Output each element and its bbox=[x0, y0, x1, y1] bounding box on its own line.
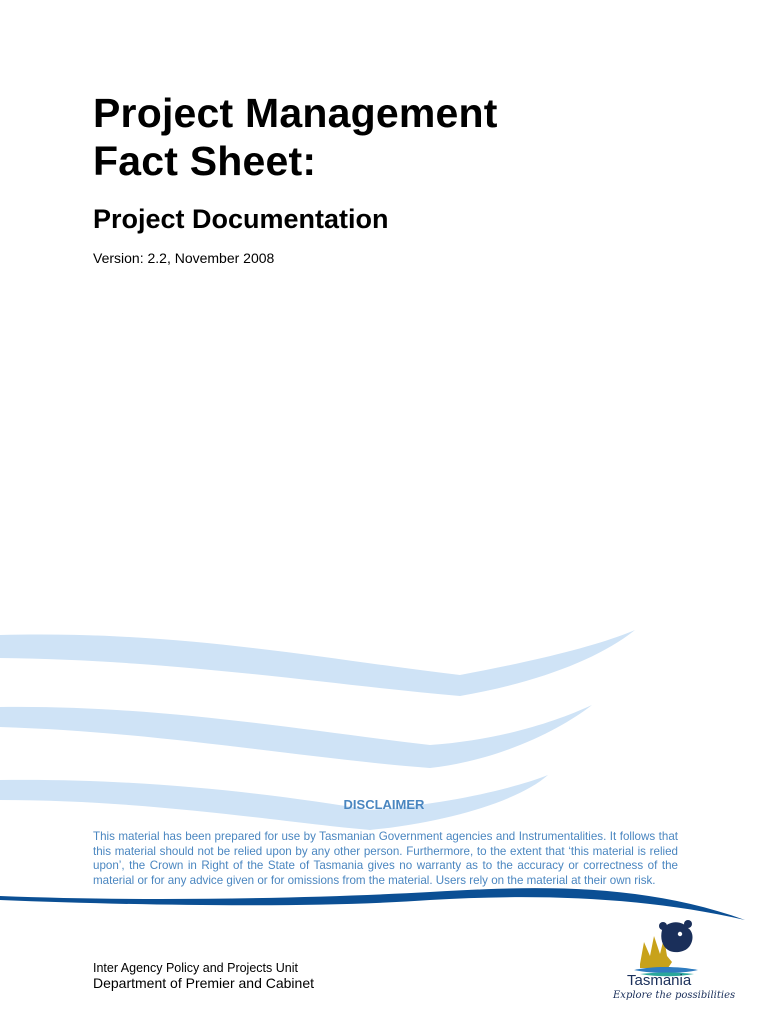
logo-devil-ear-right bbox=[684, 920, 692, 928]
logo-name: Tasmania bbox=[627, 972, 692, 989]
footer-unit: Inter Agency Policy and Projects Unit bbox=[93, 961, 298, 975]
logo-devil-eye bbox=[678, 932, 682, 936]
logo-devil-ear-left bbox=[659, 922, 667, 930]
disclaimer-body: This material has been prepared for use by Tasmanian Government agencies and Instrumentalities. It follows that this material should not be relied upon by any other person. Furthermore, to the extent that ‘this material is relied upon’, the Crown in Right of the State of Tasmania gives no warranty as to the accuracy or correctness of the material or for any advice given or for omissions from the material. Users rely on the material at their own risk. bbox=[93, 830, 678, 887]
document-title-line-2: Fact Sheet: bbox=[93, 138, 317, 184]
document-title bbox=[93, 89, 498, 185]
wave-band-2 bbox=[0, 705, 592, 768]
disclaimer-heading: DISCLAIMER bbox=[343, 797, 425, 812]
version-label: Version: 2.2, November 2008 bbox=[93, 250, 275, 266]
document-subtitle: Project Documentation bbox=[93, 204, 389, 234]
logo-tagline: Explore the possibilities bbox=[613, 990, 736, 1001]
document-title-line-1: Project Management bbox=[93, 90, 498, 136]
footer-department: Department of Premier and Cabinet bbox=[93, 975, 314, 991]
wave-band-1 bbox=[0, 630, 635, 696]
